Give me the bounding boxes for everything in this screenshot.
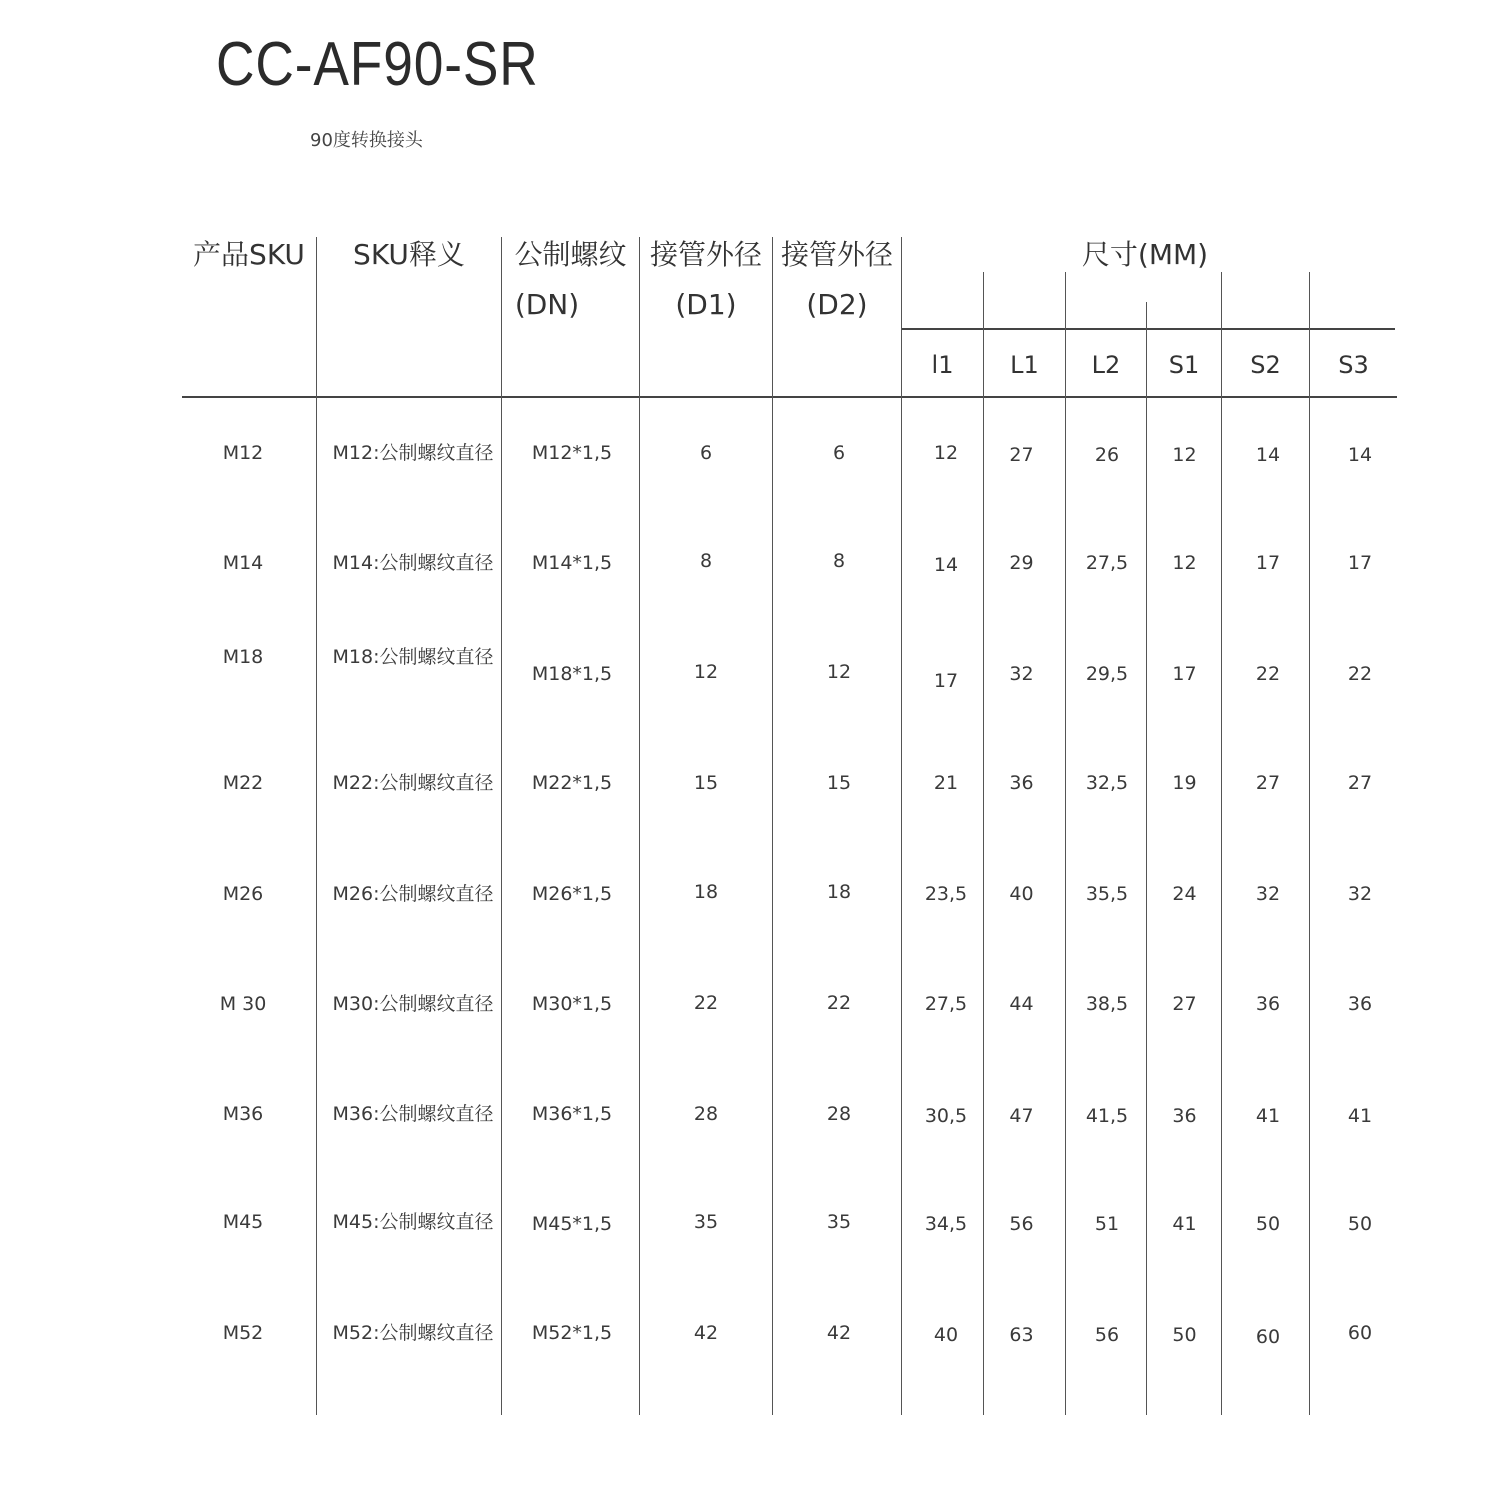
cell-meaning: M22:公制螺纹直径 (332, 772, 494, 794)
cell-L1: 63 (1009, 1324, 1034, 1346)
cell-d2: 12 (826, 661, 852, 683)
cell-S2: 22 (1255, 663, 1281, 685)
cell-L2: 32,5 (1085, 772, 1129, 794)
cell-d1: 22 (693, 992, 719, 1014)
cell-l1: 34,5 (924, 1213, 968, 1235)
subheader-l1-lower: l1 (931, 351, 954, 379)
cell-sku: M26 (222, 883, 264, 905)
cell-L1: 32 (1009, 663, 1034, 685)
cell-S1: 50 (1172, 1324, 1197, 1346)
cell-l1: 12 (933, 442, 959, 464)
cell-meaning: M36:公制螺纹直径 (332, 1103, 494, 1125)
cell-L1: 36 (1009, 772, 1034, 794)
cell-sku: M18 (222, 646, 264, 668)
cell-S1: 12 (1172, 444, 1197, 466)
cell-S3: 27 (1347, 772, 1373, 794)
cell-S3: 36 (1347, 993, 1373, 1015)
cell-L1: 29 (1009, 552, 1034, 574)
cell-S2: 60 (1255, 1326, 1281, 1348)
cell-meaning: M14:公制螺纹直径 (332, 552, 494, 574)
cell-S1: 36 (1172, 1105, 1197, 1127)
header-bottom-rule (182, 396, 1397, 398)
cell-d1: 8 (699, 550, 713, 572)
cell-S1: 12 (1172, 552, 1197, 574)
cell-d1: 6 (699, 442, 713, 464)
cell-S2: 17 (1255, 552, 1281, 574)
cell-d1: 35 (693, 1211, 719, 1233)
cell-S1: 19 (1172, 772, 1197, 794)
cell-thread: M52*1,5 (531, 1322, 613, 1344)
cell-S2: 50 (1255, 1213, 1281, 1235)
cell-l1: 30,5 (924, 1105, 968, 1127)
cell-S2: 41 (1255, 1105, 1281, 1127)
cell-d2: 18 (826, 881, 852, 903)
cell-S3: 50 (1347, 1213, 1373, 1235)
header-sku: 产品SKU (193, 238, 305, 271)
cell-S2: 36 (1255, 993, 1281, 1015)
column-divider (772, 237, 773, 1415)
cell-thread: M12*1,5 (531, 442, 613, 464)
cell-d2: 42 (826, 1322, 852, 1344)
header-d2: 接管外径 (780, 238, 893, 271)
cell-L2: 29,5 (1085, 663, 1129, 685)
cell-sku: M14 (222, 552, 264, 574)
cell-meaning: M45:公制螺纹直径 (332, 1211, 494, 1233)
cell-d2: 15 (826, 772, 852, 794)
cell-d1: 42 (693, 1322, 719, 1344)
cell-S3: 22 (1347, 663, 1373, 685)
cell-S2: 14 (1255, 444, 1281, 466)
cell-thread: M45*1,5 (531, 1213, 613, 1235)
cell-d2: 28 (826, 1103, 852, 1125)
cell-thread: M30*1,5 (531, 993, 613, 1015)
cell-sku: M45 (222, 1211, 264, 1233)
cell-S2: 32 (1255, 883, 1281, 905)
cell-L2: 51 (1094, 1213, 1120, 1235)
cell-L2: 26 (1094, 444, 1120, 466)
cell-meaning: M30:公制螺纹直径 (332, 993, 494, 1015)
cell-d1: 18 (693, 881, 719, 903)
cell-L1: 47 (1009, 1105, 1034, 1127)
cell-S3: 32 (1347, 883, 1373, 905)
cell-l1: 40 (933, 1324, 959, 1346)
cell-L1: 40 (1009, 883, 1034, 905)
subheader-S1: S1 (1168, 351, 1200, 379)
cell-sku: M22 (222, 772, 264, 794)
cell-S3: 60 (1347, 1322, 1373, 1344)
header-dimensions: 尺寸(MM) (1081, 238, 1209, 271)
cell-L2: 27,5 (1085, 552, 1129, 574)
cell-S1: 17 (1172, 663, 1197, 685)
cell-S3: 14 (1347, 444, 1373, 466)
cell-d1: 28 (693, 1103, 719, 1125)
cell-d2: 6 (832, 442, 846, 464)
dimensions-rule (902, 328, 1395, 330)
cell-sku: M 30 (219, 993, 267, 1015)
cell-meaning: M12:公制螺纹直径 (332, 442, 494, 464)
cell-l1: 17 (933, 670, 959, 692)
cell-thread: M26*1,5 (531, 883, 613, 905)
cell-l1: 21 (933, 772, 959, 794)
header-thread-dn: (DN) (514, 288, 580, 321)
cell-L1: 56 (1009, 1213, 1034, 1235)
page-subtitle: 90度转换接头 (310, 130, 423, 151)
cell-thread: M18*1,5 (531, 663, 613, 685)
cell-L2: 35,5 (1085, 883, 1129, 905)
header-d2-code: (D2) (806, 288, 868, 321)
cell-l1: 14 (933, 554, 959, 576)
cell-L2: 41,5 (1085, 1105, 1129, 1127)
header-meaning: SKU释义 (353, 238, 465, 271)
cell-S3: 17 (1347, 552, 1373, 574)
cell-meaning: M26:公制螺纹直径 (332, 883, 494, 905)
cell-S2: 27 (1255, 772, 1281, 794)
cell-d2: 22 (826, 992, 852, 1014)
column-divider (316, 237, 317, 1415)
cell-thread: M22*1,5 (531, 772, 613, 794)
subheader-L2: L2 (1091, 351, 1121, 379)
subheader-L1: L1 (1010, 351, 1039, 379)
cell-d2: 8 (832, 550, 846, 572)
cell-thread: M36*1,5 (531, 1103, 613, 1125)
cell-S1: 41 (1172, 1213, 1197, 1235)
header-thread: 公制螺纹 (514, 238, 627, 271)
cell-d1: 12 (693, 661, 719, 683)
cell-L1: 44 (1009, 993, 1034, 1015)
cell-meaning: M18:公制螺纹直径 (332, 646, 494, 668)
header-d1: 接管外径 (649, 238, 762, 271)
cell-d1: 15 (693, 772, 719, 794)
cell-sku: M36 (222, 1103, 264, 1125)
cell-L1: 27 (1009, 444, 1034, 466)
cell-l1: 23,5 (924, 883, 968, 905)
cell-S3: 41 (1347, 1105, 1373, 1127)
cell-d2: 35 (826, 1211, 852, 1233)
subheader-S2: S2 (1250, 351, 1281, 379)
cell-S1: 24 (1172, 883, 1197, 905)
cell-sku: M52 (222, 1322, 264, 1344)
cell-L2: 56 (1094, 1324, 1120, 1346)
subheader-S3: S3 (1338, 351, 1369, 379)
cell-meaning: M52:公制螺纹直径 (332, 1322, 494, 1344)
cell-l1: 27,5 (924, 993, 968, 1015)
header-d1-code: (D1) (675, 288, 737, 321)
page-title: CC-AF90-SR (216, 30, 539, 99)
cell-S1: 27 (1172, 993, 1197, 1015)
cell-sku: M12 (222, 442, 264, 464)
cell-L2: 38,5 (1085, 993, 1129, 1015)
cell-thread: M14*1,5 (531, 552, 613, 574)
